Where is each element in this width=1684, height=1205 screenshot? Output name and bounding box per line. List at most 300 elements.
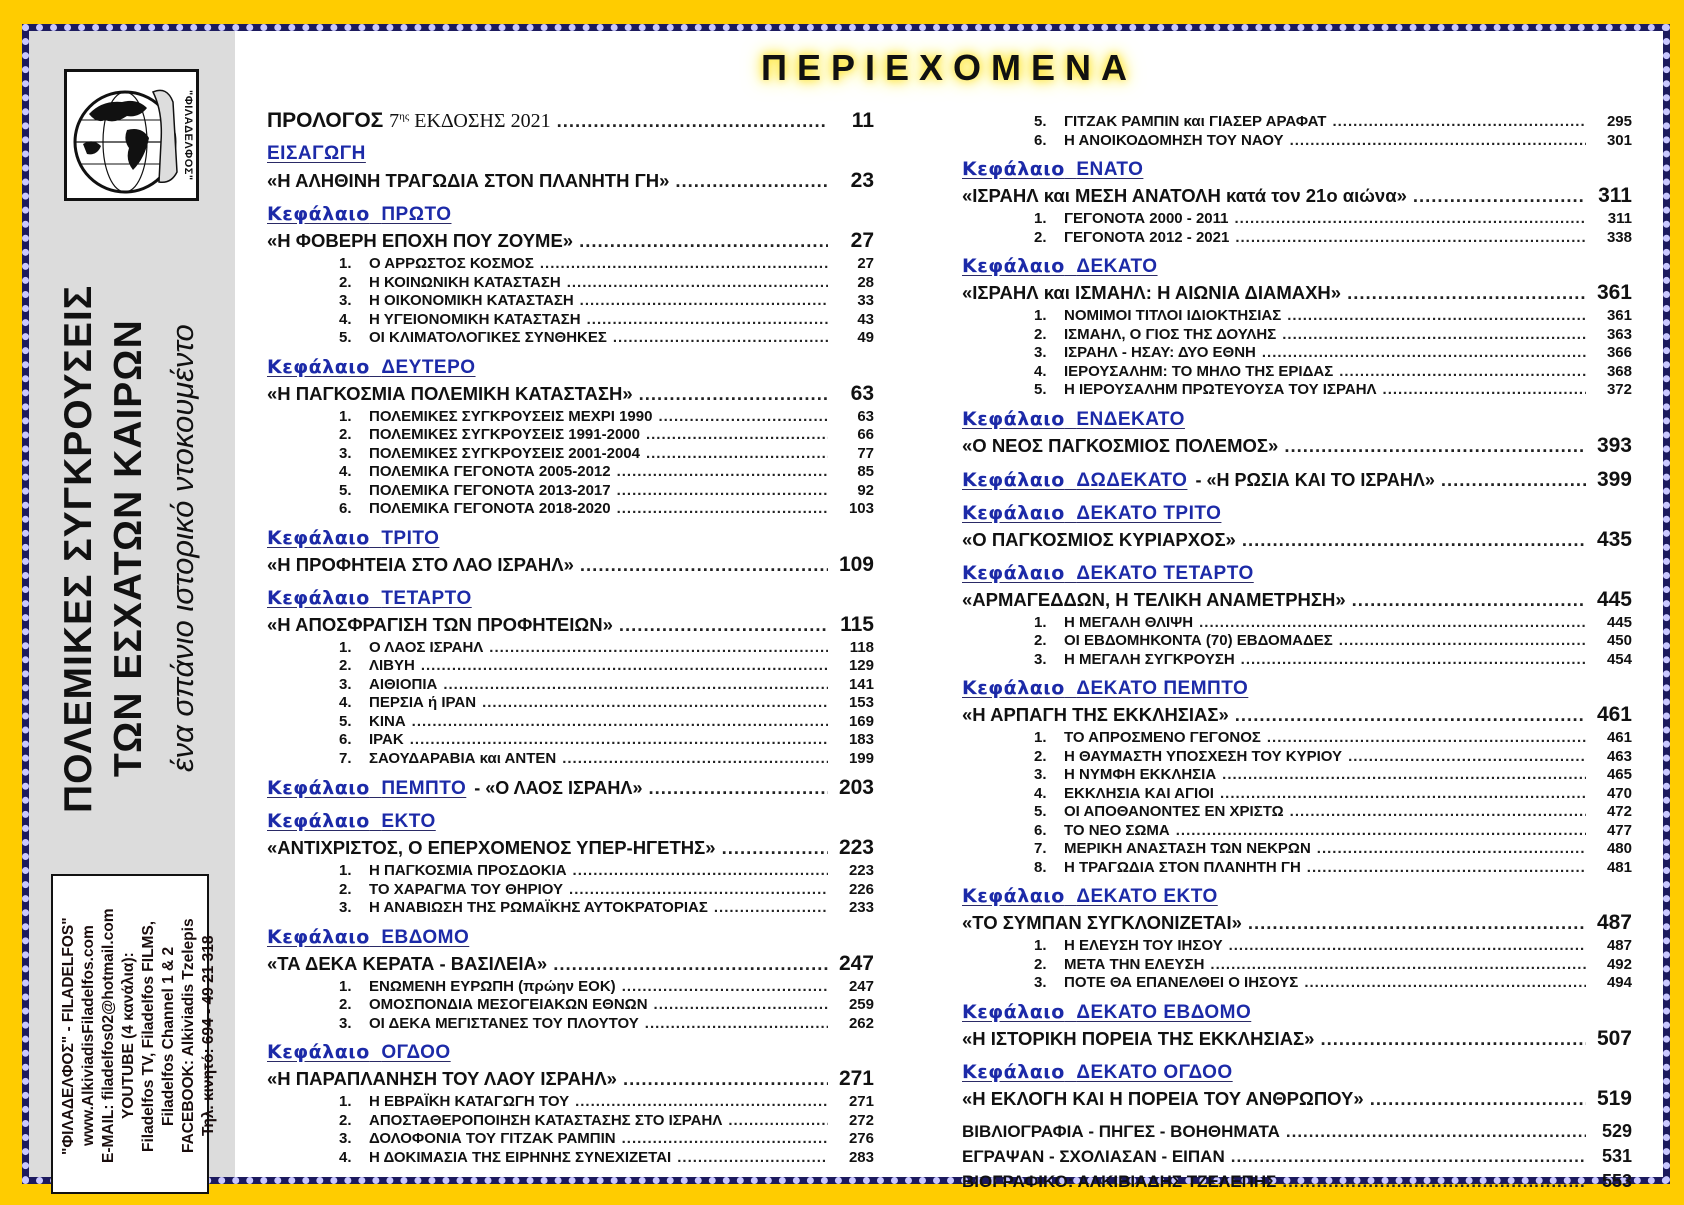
page-number: 461: [1596, 703, 1632, 726]
page-number: 487: [1596, 911, 1632, 934]
item-title: Η ΚΟΙΝΩΝΙΚΗ ΚΑΤΑΣΤΑΣΗ: [369, 273, 561, 291]
contact-box: [51, 874, 217, 1194]
toc-entry-chapter: [962, 184, 1632, 210]
entry-title: «Ο ΠΑΓΚΟΣΜΙΟΣ ΚΥΡΙΑΡΧΟΣ»: [962, 528, 1236, 550]
toc-subentry: [267, 639, 874, 658]
chapter-heading: Κεφάλαιο ΔΩΔΕΚΑΤΟ: [962, 468, 1188, 491]
toc-subentry: [962, 956, 1632, 975]
toc-subentry: [962, 859, 1632, 878]
leader-dots: [622, 1130, 828, 1147]
chapter-heading: Κεφάλαιο ΕΚΤΟ: [267, 810, 436, 832]
page-number: 153: [848, 694, 874, 711]
toc-subentry: [267, 996, 874, 1015]
item-number: 2.: [339, 1111, 352, 1129]
item-title: ΤΟ ΧΑΡΑΓΜΑ ΤΟΥ ΘΗΡΙΟΥ: [369, 880, 564, 898]
item-number: 7.: [1034, 840, 1047, 857]
entry-title: «Η ΠΑΡΑΠΛΑΝΗΣΗ ΤΟΥ ΛΑΟΥ ΙΣΡΑΗΛ»: [267, 1068, 617, 1089]
leader-dots: [482, 694, 828, 711]
toc-entry-back-matter: [962, 1171, 1632, 1196]
toc-entry-chapter: [962, 1087, 1632, 1113]
entry-title: «Η ΕΚΛΟΓΗ ΚΑΙ Η ΠΟΡΕΙΑ ΤΟΥ ΑΝΘΡΩΠΟΥ»: [962, 1087, 1364, 1109]
leader-dots: [1304, 974, 1586, 991]
item-title: ΠΟΛΕΜΙΚΕΣ ΣΥΓΚΡΟΥΣΕΙΣ 2001-2004: [369, 444, 640, 462]
item-title: ΓΙΤΖΑΚ ΡΑΜΠΙΝ και ΓΙΑΣΕΡ ΑΡΑΦΑΤ: [1064, 113, 1327, 130]
spine-titles: [57, 236, 217, 861]
leader-dots: [1235, 704, 1586, 726]
leader-dots: [1286, 1122, 1586, 1142]
page-number: 368: [1606, 362, 1632, 380]
page-number: 487: [1606, 937, 1632, 954]
leader-dots: [557, 110, 828, 132]
leader-dots: [619, 614, 828, 636]
page-number: 118: [849, 638, 874, 656]
leader-dots: [1441, 469, 1586, 491]
toc-entry-chapter: [267, 613, 874, 639]
page-number: 49: [857, 329, 874, 346]
toc-subentry: [962, 132, 1632, 151]
page-number: 531: [1601, 1145, 1632, 1166]
page-number: 27: [850, 229, 874, 252]
toc-subentry: [267, 1015, 874, 1034]
leader-dots: [1317, 840, 1586, 857]
item-number: 1.: [339, 255, 352, 272]
leader-dots: [567, 274, 828, 291]
page-title: ΠΕΡΙΕΧΟΜΕΝΑ: [760, 47, 1138, 88]
item-title: ΣΑΟΥΔΑΡΑΒΙΑ και ΑΝΤΕΝ: [369, 749, 557, 767]
leader-dots: [1370, 1088, 1586, 1110]
item-title: Η ΕΒΡΑΪΚΗ ΚΑΤΑΓΩΓΗ ΤΟΥ: [369, 1093, 570, 1110]
toc-subentry: [962, 344, 1632, 363]
leader-dots: [722, 837, 828, 859]
entry-title: «ΙΣΡΑΗΛ και ΜΕΣΗ ΑΝΑΤΟΛΗ κατά τον 21ο αιώνα»: [962, 185, 1407, 206]
toc-subentry: [267, 445, 874, 464]
page-number: 529: [1601, 1120, 1632, 1141]
entry-title: «Ο ΝΕΟΣ ΠΑΓΚΟΣΜΙΟΣ ΠΟΛΕΜΟΣ»: [962, 434, 1279, 456]
item-number: 3.: [339, 1014, 352, 1032]
leader-dots: [1199, 614, 1586, 631]
page-number: 141: [848, 675, 874, 693]
chapter-block: [962, 669, 1632, 729]
item-number: 4.: [339, 463, 352, 480]
toc-subentry: [267, 292, 874, 311]
item-title: Η ΘΑΥΜΑΣΤΗ ΥΠΟΣΧΕΣΗ ΤΟΥ ΚΥΡΙΟΥ: [1064, 747, 1343, 765]
leader-dots: [1347, 282, 1586, 304]
item-title: ΕΝΩΜΕΝΗ ΕΥΡΩΠΗ (πρώην ΕΟΚ): [369, 977, 616, 995]
item-title: ΟΜΟΣΠΟΝΔΙΑ ΜΕΣΟΓΕΙΑΚΩΝ ΕΘΝΩΝ: [369, 996, 648, 1013]
leader-dots: [714, 899, 828, 916]
toc-subentry: [267, 862, 874, 881]
page-number: 199: [848, 749, 874, 767]
item-number: 4.: [339, 310, 352, 328]
page-number: 445: [1606, 613, 1632, 631]
toc-subentry: [962, 307, 1632, 326]
item-title: Η ΠΑΓΚΟΣΜΙΑ ΠΡΟΣΔΟΚΙΑ: [369, 862, 567, 879]
page-number: 223: [838, 836, 874, 859]
page-number: 477: [1606, 821, 1632, 839]
leader-dots: [617, 463, 828, 480]
leader-dots: [648, 777, 828, 799]
item-number: 6.: [1034, 131, 1047, 149]
leader-dots: [1383, 381, 1586, 398]
leader-dots: [1307, 859, 1586, 876]
item-number: 2.: [339, 426, 352, 443]
page-number: 465: [1606, 766, 1632, 783]
leader-dots: [675, 170, 828, 192]
toc-subentry: [962, 748, 1632, 767]
page-number: 109: [838, 552, 874, 576]
item-title: ΤΟ ΑΠΡΟΣΜΕΝΟ ΓΕΓΟΝΟΣ: [1064, 729, 1261, 746]
item-title: ΑΠΟΣΤΑΘΕΡΟΠΟΙΗΣΗ ΚΑΤΑΣΤΑΣΗΣ ΣΤΟ ΙΣΡΑΗΛ: [369, 1111, 723, 1129]
toc-subentry: [267, 463, 874, 482]
chapter-heading: Κεφάλαιο ΔΕΥΤΕΡΟ: [267, 355, 476, 378]
chapter-heading: Κεφάλαιο ΔΕΚΑΤΟ ΤΕΤΑΡΤΟ: [962, 561, 1254, 584]
toc-entry-chapter: [962, 588, 1632, 614]
contact-line: YOUTUBE (4 κανάλια):: [120, 952, 137, 1120]
leader-dots: [617, 500, 828, 517]
item-number: 1.: [339, 407, 352, 425]
item-title: ΙΣΜΑΗΛ, Ο ΓΙΟΣ ΤΗΣ ΔΟΥΛΗΣ: [1064, 325, 1277, 343]
leader-dots: [1413, 185, 1586, 207]
toc-subentry: [267, 274, 874, 293]
page-number: 43: [857, 310, 874, 328]
leader-dots: [410, 731, 828, 748]
toc-entry-chapter: [962, 434, 1632, 460]
item-title: ΕΚΚΛΗΣΙΑ ΚΑΙ ΑΓΙΟΙ: [1064, 784, 1214, 802]
toc-subentry: [267, 408, 874, 427]
leader-dots: [613, 329, 828, 346]
toc-right-column: [962, 113, 1632, 1196]
item-title: Η ΝΥΜΦΗ ΕΚΚΛΗΣΙΑ: [1064, 766, 1217, 783]
toc-subentry: [267, 694, 874, 713]
page-number: 366: [1606, 344, 1632, 361]
item-number: 6.: [1034, 821, 1047, 839]
page-number: 66: [857, 426, 874, 443]
page-number: 27: [857, 255, 874, 272]
leader-dots: [1290, 803, 1586, 820]
leader-dots: [1339, 363, 1586, 380]
toc-subentry: [962, 632, 1632, 651]
item-number: 1.: [1034, 307, 1047, 324]
item-title: ΠΟΛΕΜΙΚΕΣ ΣΥΓΚΡΟΥΣΕΙΣ 1991-2000: [369, 426, 640, 443]
leader-dots: [1282, 326, 1586, 343]
leader-dots: [1242, 529, 1586, 551]
toc-subentry: [267, 978, 874, 997]
chapter-block: [267, 768, 874, 802]
page-number: 470: [1606, 784, 1632, 802]
leader-dots: [1339, 632, 1586, 649]
item-title: Ο ΛΑΟΣ ΙΣΡΑΗΛ: [369, 638, 484, 656]
item-title: ΓΕΓΟΝΟΤΑ 2000 - 2011: [1064, 210, 1229, 227]
leader-dots: [412, 713, 828, 730]
toc-subentry: [267, 657, 874, 676]
page-number: 481: [1606, 858, 1632, 876]
chapter-heading: Κεφάλαιο ΔΕΚΑΤΟ ΟΓΔΟΟ: [962, 1060, 1233, 1083]
toc-entry-chapter: [962, 528, 1632, 554]
item-title: ΠΟΛΕΜΙΚΑ ΓΕΓΟΝΟΤΑ 2005-2012: [369, 463, 611, 480]
chapter-block: [962, 150, 1632, 210]
leader-dots: [1282, 1172, 1586, 1192]
contact-line: E-MAIL: filadelfos02@hotmail.com: [100, 908, 117, 1164]
item-number: 3.: [1034, 650, 1047, 668]
leader-dots: [1320, 1028, 1586, 1050]
leader-dots: [623, 1068, 828, 1090]
toc-entry-chapter: [962, 1027, 1632, 1053]
item-title: ΠΕΡΣΙΑ ή ΙΡΑΝ: [369, 694, 477, 711]
chapter-heading: Κεφάλαιο ΕΝΔΕΚΑΤΟ: [962, 407, 1185, 430]
item-title: Η ΥΓΕΙΟΝΟΜΙΚΗ ΚΑΤΑΣΤΑΣΗ: [369, 310, 581, 328]
item-title: Ο ΑΡΡΩΣΤΟΣ ΚΟΣΜΟΣ: [369, 255, 534, 272]
page-number: 553: [1601, 1170, 1632, 1191]
item-number: 3.: [339, 292, 352, 309]
book-title-line1: ΠΟΛΕΜΙΚΕΣ ΣΥΓΚΡΟΥΣΕΙΣ: [57, 284, 100, 813]
leader-dots: [587, 311, 828, 328]
item-title: Η ΑΝΟΙΚΟΔΟΜΗΣΗ ΤΟΥ ΝΑΟΥ: [1064, 131, 1284, 149]
chapter-block: [962, 494, 1632, 554]
item-title: ΙΡΑΚ: [369, 731, 404, 748]
item-title: ΚΙΝΑ: [369, 712, 406, 730]
toc-subentry: [267, 482, 874, 501]
item-title: ΜΕΤΑ ΤΗΝ ΕΛΕΥΣΗ: [1064, 955, 1205, 973]
toc-entry-chapter: [962, 281, 1632, 307]
leader-dots: [553, 953, 828, 975]
page-number: 399: [1596, 467, 1632, 491]
chapter-block: [962, 554, 1632, 614]
page-number: 435: [1596, 527, 1632, 551]
item-title: ΠΟΛΕΜΙΚΑ ΓΕΓΟΝΟΤΑ 2013-2017: [369, 481, 611, 499]
item-number: 2.: [1034, 747, 1047, 765]
entry-title: «Η ΦΟΒΕΡΗ ΕΠΟΧΗ ΠΟΥ ΖΟΥΜΕ»: [267, 230, 574, 251]
chapter-heading: Κεφάλαιο ΤΡΙΤΟ: [267, 526, 440, 549]
item-number: 3.: [339, 675, 352, 693]
page-number: 247: [848, 977, 874, 995]
page-number: 85: [857, 463, 874, 480]
toc-entry-chapter: [267, 952, 874, 978]
leader-dots: [1248, 912, 1586, 934]
toc-subentry: [962, 210, 1632, 229]
leader-dots: [622, 978, 828, 995]
item-number: 5.: [1034, 381, 1047, 398]
item-number: 2.: [339, 273, 352, 291]
page-number: 271: [848, 1093, 874, 1110]
item-title: ΙΕΡΟΥΣΑΛΗΜ: ΤΟ ΜΗΛΟ ΤΗΣ ΕΡΙΔΑΣ: [1064, 362, 1334, 380]
page-number: 33: [857, 292, 874, 309]
chapter-heading: Κεφάλαιο ΔΕΚΑΤΟ ΤΡΙΤΟ: [962, 501, 1222, 524]
toc-subentry: [267, 311, 874, 330]
toc-subentry: [962, 766, 1632, 785]
item-title: Η ΑΝΑΒΙΩΣΗ ΤΗΣ ΡΩΜΑΪΚΗΣ ΑΥΤΟΚΡΑΤΟΡΙΑΣ: [369, 899, 708, 916]
toc-subentry: [962, 937, 1632, 956]
toc-subentry: [962, 822, 1632, 841]
item-number: 5.: [1034, 803, 1047, 820]
chapter-heading: Κεφάλαιο ΠΕΜΠΤΟ: [267, 777, 467, 799]
leader-dots: [1290, 132, 1586, 149]
entry-title: «ΤΑ ΔΕΚΑ ΚΕΡΑΤΑ - ΒΑΣΙΛΕΙΑ»: [267, 952, 548, 974]
page-number: 454: [1606, 650, 1632, 668]
leader-dots: [654, 996, 828, 1013]
leader-dots: [1235, 210, 1587, 227]
item-number: 2.: [1034, 228, 1047, 246]
contact-lines: [53, 876, 217, 1196]
leader-dots: [489, 639, 828, 656]
leader-dots: [646, 445, 828, 462]
chapter-block: [267, 195, 874, 255]
toc-subentry: [962, 381, 1632, 400]
toc-entry-chapter: [962, 911, 1632, 937]
chapter-heading: Κεφάλαιο ΔΕΚΑΤΟ ΠΕΜΠΤΟ: [962, 677, 1249, 699]
chapter-heading: Κεφάλαιο ΕΝΑΤΟ: [962, 158, 1144, 180]
chapter-block: [267, 918, 874, 978]
item-title: ΠΟΛΕΜΙΚΕΣ ΣΥΓΚΡΟΥΣΕΙΣ ΜΕΧΡΙ 1990: [369, 407, 653, 425]
item-number: 2.: [1034, 325, 1047, 343]
toc-subentry: [962, 229, 1632, 248]
item-number: 2.: [1034, 955, 1047, 973]
page-number: 63: [857, 407, 874, 425]
page-number: 363: [1606, 325, 1632, 343]
page-number: 92: [857, 481, 874, 499]
page-number: 247: [838, 951, 874, 975]
item-number: 2.: [1034, 632, 1047, 649]
toc-subentry: [267, 750, 874, 769]
item-title: ΠΟΤΕ ΘΑ ΕΠΑΝΕΛΘΕΙ Ο ΙΗΣΟΥΣ: [1064, 974, 1299, 991]
leader-dots: [580, 554, 828, 576]
page-number: 461: [1606, 729, 1632, 746]
leader-dots: [658, 408, 828, 425]
page-number: 301: [1606, 131, 1632, 149]
entry-title: - «Ο ΛΑΟΣ ΙΣΡΑΗΛ»: [474, 778, 643, 798]
entry-title: «Η ΠΡΟΦΗΤΕΙΑ ΣΤΟ ΛΑΟ ΙΣΡΑΗΛ»: [267, 553, 574, 575]
item-number: 1.: [339, 862, 352, 879]
globe-hand-logo: [64, 69, 199, 201]
intro-heading: ΕΙΣΑΓΩΓΗ: [267, 143, 366, 164]
page-number: 11: [851, 109, 874, 132]
item-number: 5.: [1034, 113, 1047, 130]
toc-entry-chapter: [267, 1067, 874, 1093]
item-number: 8.: [1034, 858, 1047, 876]
leader-dots: [1352, 589, 1586, 611]
entry-title: - «Η ΡΩΣΙΑ ΚΑΙ ΤΟ ΙΣΡΑΗΛ»: [1195, 469, 1435, 490]
contact-line: Filadelfos TV, Filadelfos FILMS,: [140, 920, 157, 1152]
item-number: 1.: [1034, 613, 1047, 631]
item-number: 2.: [339, 657, 352, 674]
toc-subentry: [962, 785, 1632, 804]
page-number: 103: [848, 500, 874, 517]
toc-subentry: [267, 1112, 874, 1131]
contact-line: "ΦΙΛΑΔΕΛΦΟΣ" - FILADELFOS": [60, 917, 77, 1155]
item-title: Η ΔΟΚΙΜΑΣΙΑ ΤΗΣ ΕΙΡΗΝΗΣ ΣΥΝΕΧΙΖΕΤΑΙ: [369, 1148, 672, 1166]
item-number: 7.: [339, 749, 352, 767]
page-number: 295: [1606, 113, 1632, 130]
item-number: 6.: [339, 731, 352, 748]
toc-subentry: [267, 1093, 874, 1112]
leader-dots: [562, 750, 828, 767]
item-number: 4.: [1034, 362, 1047, 380]
entry-title: «ΙΣΡΑΗΛ και ΙΣΜΑΗΛ: Η ΑΙΩΝΙΑ ΔΙΑΜΑΧΗ»: [962, 282, 1342, 303]
toc-entry-chapter: [267, 553, 874, 579]
item-title: ΜΕΡΙΚΗ ΑΝΑΣΤΑΣΗ ΤΩΝ ΝΕΚΡΩΝ: [1064, 840, 1311, 857]
entry-title: «ΑΡΜΑΓΕΔΔΩΝ, Η ΤΕΛΙΚΗ ΑΝΑΜΕΤΡΗΣΗ»: [962, 588, 1346, 610]
toc-subentry: [267, 881, 874, 900]
chapter-block: [962, 400, 1632, 460]
item-title: ΔΟΛΟΦΟΝΙΑ ΤΟΥ ΓΙΤΖΑΚ ΡΑΜΠΙΝ: [369, 1130, 616, 1147]
item-title: Η ΕΛΕΥΣΗ ΤΟΥ ΙΗΣΟΥ: [1064, 937, 1223, 954]
leader-dots: [1176, 822, 1586, 839]
leader-dots: [1220, 785, 1586, 802]
chapter-heading: Κεφάλαιο ΟΓΔΟΟ: [267, 1041, 451, 1063]
contact-line: www.AlkiviadisFiladelfos.com: [80, 925, 97, 1147]
chapter-heading: Κεφάλαιο ΤΕΤΑΡΤΟ: [267, 586, 472, 609]
leader-dots: [569, 881, 828, 898]
toc-subentry: [962, 363, 1632, 382]
item-number: 3.: [339, 1130, 352, 1147]
toc-subentry: [267, 1130, 874, 1149]
entry-title: «ΑΝΤΙΧΡΙΣΤΟΣ, Ο ΕΠΕΡΧΟΜΕΝΟΣ ΥΠΕΡ-ΗΓΕΤΗΣ»: [267, 837, 716, 858]
toc-subentry: [267, 329, 874, 348]
item-number: 3.: [339, 444, 352, 462]
chapter-heading: Κεφάλαιο ΔΕΚΑΤΟ ΕΒΔΟΜΟ: [962, 1000, 1252, 1023]
leader-dots: [639, 383, 828, 405]
item-title: ΑΙΘΙΟΠΙΑ: [369, 675, 438, 693]
entry-title: «Η ΙΣΤΟΡΙΚΗ ΠΟΡΕΙΑ ΤΗΣ ΕΚΚΛΗΣΙΑΣ»: [962, 1027, 1315, 1049]
entry-title: ΕΓΡΑΨΑΝ - ΣΧΟΛΙΑΣΑΝ - ΕΙΠΑΝ: [962, 1146, 1225, 1166]
item-number: 5.: [339, 481, 352, 499]
book-spine: [29, 31, 235, 1177]
toc-entry-chapter: [962, 703, 1632, 729]
chapter-block: [962, 993, 1632, 1053]
page-number: 63: [850, 381, 874, 405]
toc-subentry: [962, 840, 1632, 859]
toc-subentry: [267, 676, 874, 695]
page-number: 450: [1606, 632, 1632, 649]
item-title: ΓΕΓΟΝΟΤΑ 2012 - 2021: [1064, 228, 1230, 246]
item-number: 3.: [1034, 974, 1047, 991]
toc-subentry: [267, 899, 874, 918]
leader-dots: [579, 230, 828, 252]
leader-dots: [1229, 937, 1586, 954]
leader-dots: [677, 1149, 828, 1166]
toc-subentry: [962, 729, 1632, 748]
chapter-block: [267, 348, 874, 408]
item-title: Η ΤΡΑΓΩΔΙΑ ΣΤΟΝ ΠΛΑΝΗΤΗ ΓΗ: [1064, 858, 1301, 876]
leader-dots: [617, 482, 828, 499]
toc-subentry: [962, 803, 1632, 822]
toc-entry-back-matter: [962, 1121, 1632, 1146]
page-number: 494: [1606, 974, 1632, 991]
toc-entry-intro: «Η ΑΛΗΘΙΝΗ ΤΡΑΓΩΔΙΑ ΣΤΟΝ ΠΛΑΝΗΤΗ ΓΗ» ..... 23: [267, 169, 874, 195]
item-title: Η ΙΕΡΟΥΣΑΛΗΜ ΠΡΩΤΕΥΟΥΣΑ ΤΟΥ ΙΣΡΑΗΛ: [1064, 381, 1377, 398]
toc-subentry: [267, 731, 874, 750]
leader-dots: [575, 1093, 828, 1110]
item-title: ΟΙ ΕΒΔΟΜΗΚΟΝΤΑ (70) ΕΒΔΟΜΑΔΕΣ: [1064, 632, 1333, 649]
toc-subentry: [962, 614, 1632, 633]
leader-dots: [443, 676, 828, 693]
leader-dots: [1231, 1147, 1586, 1167]
entry-title: ΒΙΒΛΙΟΓΡΑΦΙΑ - ΠΗΓΕΣ - ΒΟΗΘΗΜΑΤΑ: [962, 1121, 1280, 1141]
toc-entry-chapter: [267, 836, 874, 862]
toc-subentry: [267, 1149, 874, 1168]
page-frame: [22, 24, 1670, 1191]
page-number: 311: [1598, 184, 1632, 207]
leader-dots: [1262, 344, 1586, 361]
item-number: 1.: [339, 977, 352, 995]
toc-subentry: [267, 500, 874, 519]
item-title: ΠΟΛΕΜΙΚΑ ΓΕΓΟΝΟΤΑ 2018-2020: [369, 500, 611, 517]
page-number: 393: [1596, 433, 1632, 457]
toc-entry-chapter-inline: [962, 468, 1632, 494]
toc-subentry: [962, 651, 1632, 670]
leader-dots: [540, 255, 828, 272]
item-number: 2.: [339, 996, 352, 1013]
item-number: 4.: [339, 1148, 352, 1166]
